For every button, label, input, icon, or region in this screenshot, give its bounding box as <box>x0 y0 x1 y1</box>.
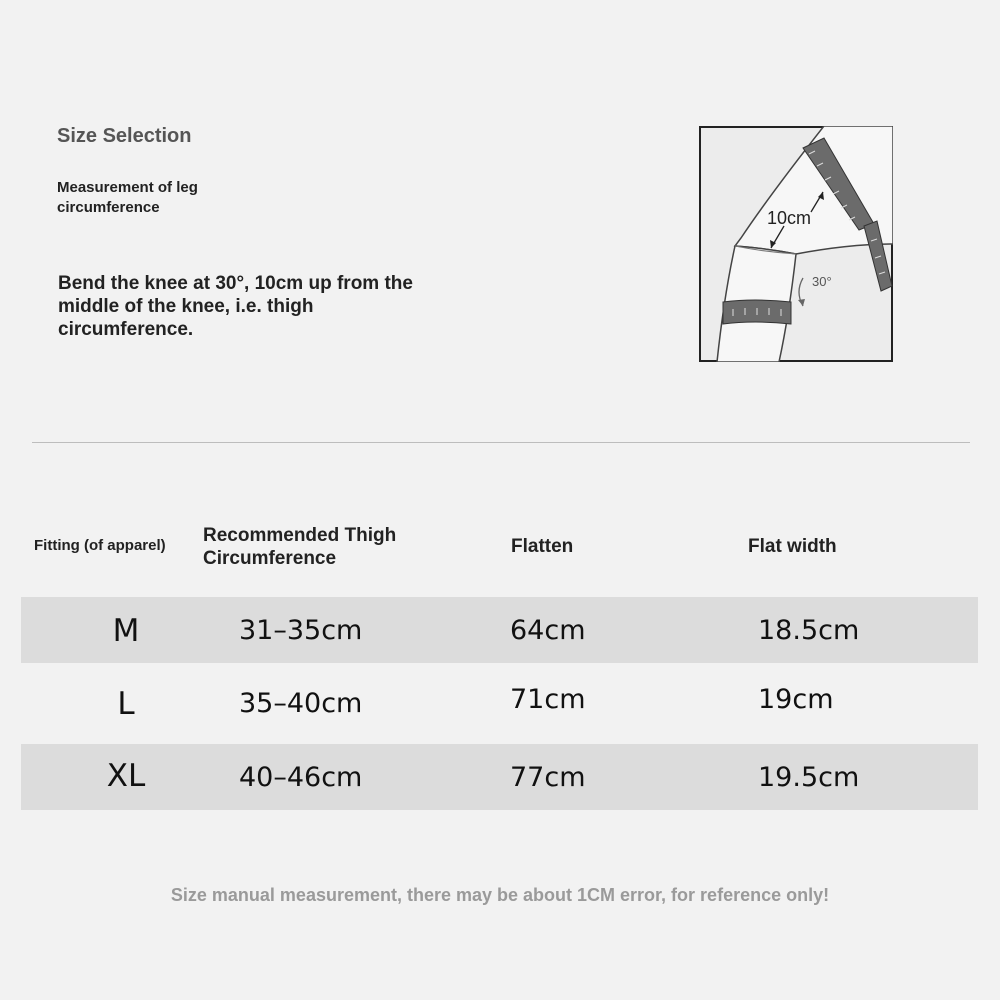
table-row-m <box>21 597 978 663</box>
column-header-fitting: Fitting (of apparel) <box>34 537 166 554</box>
column-header-flatten: Flatten <box>511 536 574 557</box>
size-cell: M <box>112 613 140 649</box>
knee-measurement-diagram <box>699 126 893 362</box>
size-cell: L <box>117 686 135 722</box>
thigh-cell: 40–46cm <box>239 762 363 793</box>
flat-width-cell: 19.5cm <box>758 762 860 793</box>
measurement-instruction: Bend the knee at 30°, 10cm up from the middle of the knee, i.e. thigh circumference. <box>58 273 413 340</box>
flatten-cell: 71cm <box>510 684 586 715</box>
flat-width-cell: 18.5cm <box>758 615 860 646</box>
flatten-cell: 77cm <box>510 762 586 793</box>
angle-label: 30° <box>812 274 832 289</box>
footnote: Size manual measurement, there may be about 1CM error, for reference only! <box>170 885 830 905</box>
section-divider <box>32 442 970 443</box>
column-header-flat-width: Flat width <box>748 536 837 557</box>
thigh-cell: 35–40cm <box>239 688 363 719</box>
size-cell: XL <box>106 758 146 794</box>
distance-label: 10cm <box>767 208 812 228</box>
page-title: Size Selection <box>57 125 192 147</box>
flatten-cell: 64cm <box>510 615 586 646</box>
table-row-l <box>21 670 978 736</box>
flat-width-cell: 19cm <box>758 684 834 715</box>
measurement-label: Measurement of leg circumference <box>57 179 198 216</box>
column-header-thigh: Recommended Thigh Circumference <box>203 525 397 569</box>
thigh-cell: 31–35cm <box>239 615 363 646</box>
table-row-xl <box>21 744 978 810</box>
